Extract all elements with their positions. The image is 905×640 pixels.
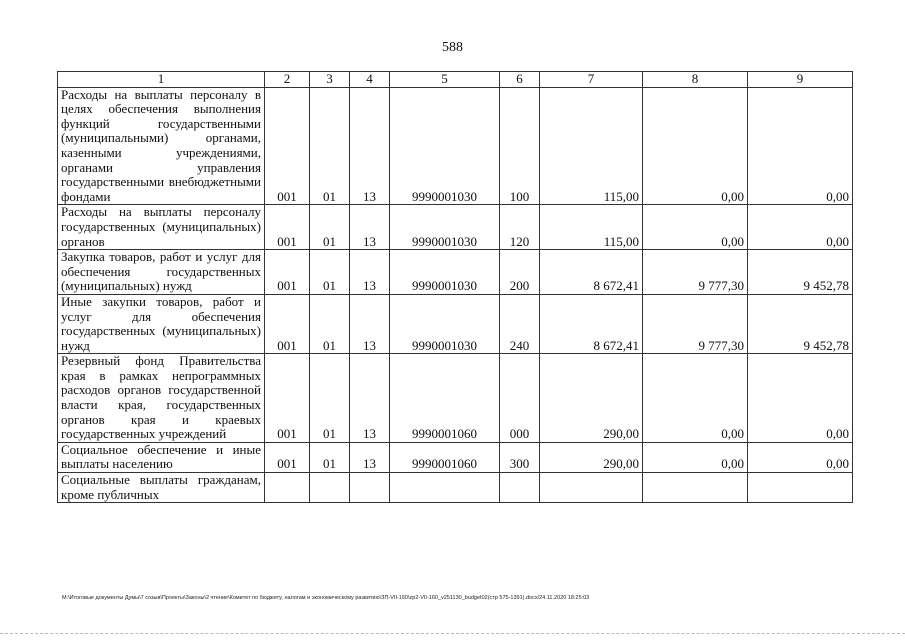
cell-col-3 bbox=[310, 473, 350, 503]
cell-col-7: 115,00 bbox=[540, 205, 643, 250]
cell-col-2 bbox=[265, 473, 310, 503]
header-col-7: 7 bbox=[540, 72, 643, 88]
cell-col-7: 290,00 bbox=[540, 354, 643, 443]
cell-col-8: 0,00 bbox=[643, 354, 748, 443]
row-name: Закупка товаров, работ и услуг для обеспечения государственных (муниципальных) нужд bbox=[58, 250, 265, 295]
cell-col-4: 13 bbox=[350, 442, 390, 472]
cell-col-5 bbox=[390, 473, 500, 503]
table-row bbox=[58, 442, 853, 472]
cell-col-4: 13 bbox=[350, 294, 390, 353]
header-col-5: 5 bbox=[390, 72, 500, 88]
table-header-row bbox=[58, 72, 853, 88]
budget-table bbox=[57, 71, 853, 503]
cell-col-3: 01 bbox=[310, 354, 350, 443]
cell-col-9 bbox=[748, 473, 853, 503]
cell-col-9: 0,00 bbox=[748, 87, 853, 205]
cell-col-5: 9990001030 bbox=[390, 250, 500, 295]
cell-col-7 bbox=[540, 473, 643, 503]
header-col-8: 8 bbox=[643, 72, 748, 88]
cell-col-8: 9 777,30 bbox=[643, 250, 748, 295]
header-col-4: 4 bbox=[350, 72, 390, 88]
cell-col-9: 9 452,78 bbox=[748, 250, 853, 295]
cell-col-6: 300 bbox=[500, 442, 540, 472]
header-col-6: 6 bbox=[500, 72, 540, 88]
cell-col-7: 8 672,41 bbox=[540, 294, 643, 353]
cell-col-3: 01 bbox=[310, 87, 350, 205]
cell-col-2: 001 bbox=[265, 354, 310, 443]
row-name: Расходы на выплаты персоналу государственных (муниципальных) органов bbox=[58, 205, 265, 250]
cell-col-9: 9 452,78 bbox=[748, 294, 853, 353]
cell-col-3: 01 bbox=[310, 442, 350, 472]
cell-col-6: 240 bbox=[500, 294, 540, 353]
row-name: Иные закупки товаров, работ и услуг для обеспечения государственных (муниципальных) нужд bbox=[58, 294, 265, 353]
cell-col-3: 01 bbox=[310, 250, 350, 295]
row-name: Расходы на выплаты персоналу в целях обеспечения выполнения функций государственными (муниципальными) органами, казенными учреждениями, органами управления государственными внебюджетными фондами bbox=[58, 87, 265, 205]
table-row bbox=[58, 87, 853, 205]
cell-col-6: 100 bbox=[500, 87, 540, 205]
cell-col-7: 290,00 bbox=[540, 442, 643, 472]
cell-col-9: 0,00 bbox=[748, 442, 853, 472]
cell-col-8: 0,00 bbox=[643, 87, 748, 205]
cell-col-2: 001 bbox=[265, 205, 310, 250]
cell-col-6 bbox=[500, 473, 540, 503]
cell-col-5: 9990001030 bbox=[390, 294, 500, 353]
cell-col-4: 13 bbox=[350, 250, 390, 295]
table-row bbox=[58, 473, 853, 503]
header-col-3: 3 bbox=[310, 72, 350, 88]
page-edge-divider bbox=[0, 633, 905, 634]
table-row bbox=[58, 294, 853, 353]
cell-col-6: 200 bbox=[500, 250, 540, 295]
cell-col-2: 001 bbox=[265, 87, 310, 205]
row-name: Резервный фонд Правительства края в рамках непрограммных расходов органов государственной власти края, государственных органов края и краевых государственных учреждений bbox=[58, 354, 265, 443]
cell-col-8 bbox=[643, 473, 748, 503]
table-row bbox=[58, 205, 853, 250]
cell-col-8: 0,00 bbox=[643, 442, 748, 472]
cell-col-3: 01 bbox=[310, 294, 350, 353]
table-row bbox=[58, 354, 853, 443]
cell-col-4: 13 bbox=[350, 205, 390, 250]
cell-col-4 bbox=[350, 473, 390, 503]
cell-col-4: 13 bbox=[350, 354, 390, 443]
cell-col-5: 9990001030 bbox=[390, 205, 500, 250]
cell-col-5: 9990001060 bbox=[390, 442, 500, 472]
cell-col-9: 0,00 bbox=[748, 205, 853, 250]
footer-file-path: M:\Итоговые документы Думы\7 созыв\Проекты\Законы\2 чтение\Комитет по бюджету, налогам и экономическому развитию\ЗП-VII-160\zp2-VII-160_v251130_budget02(стр 575-1391).docx/24.11.2020 18:25:03 bbox=[62, 595, 590, 601]
cell-col-6: 120 bbox=[500, 205, 540, 250]
cell-col-5: 9990001060 bbox=[390, 354, 500, 443]
cell-col-2: 001 bbox=[265, 294, 310, 353]
table-row bbox=[58, 250, 853, 295]
cell-col-9: 0,00 bbox=[748, 354, 853, 443]
row-name: Социальные выплаты гражданам, кроме публичных bbox=[58, 473, 265, 503]
cell-col-8: 9 777,30 bbox=[643, 294, 748, 353]
cell-col-5: 9990001030 bbox=[390, 87, 500, 205]
cell-col-7: 115,00 bbox=[540, 87, 643, 205]
cell-col-2: 001 bbox=[265, 442, 310, 472]
page-number: 588 bbox=[442, 40, 463, 55]
row-name: Социальное обеспечение и иные выплаты населению bbox=[58, 442, 265, 472]
cell-col-3: 01 bbox=[310, 205, 350, 250]
header-col-2: 2 bbox=[265, 72, 310, 88]
header-col-9: 9 bbox=[748, 72, 853, 88]
cell-col-2: 001 bbox=[265, 250, 310, 295]
cell-col-4: 13 bbox=[350, 87, 390, 205]
cell-col-7: 8 672,41 bbox=[540, 250, 643, 295]
cell-col-8: 0,00 bbox=[643, 205, 748, 250]
cell-col-6: 000 bbox=[500, 354, 540, 443]
header-col-1: 1 bbox=[58, 72, 265, 88]
